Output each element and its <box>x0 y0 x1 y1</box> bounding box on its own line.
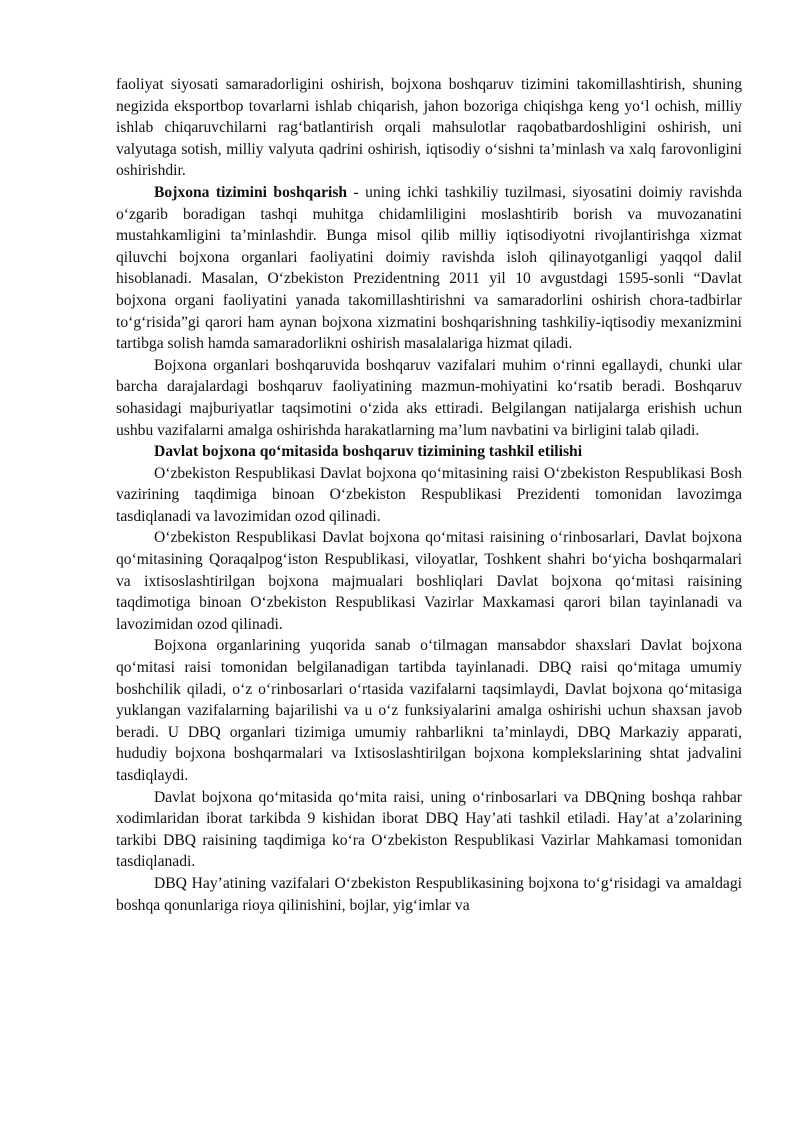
paragraph-board-composition: Davlat bojxona qo‘mitasida qo‘mita raisi, uning o‘rinbosarlari va DBQning boshqa rahbar xodimlaridan iborat tarkibda 9 kishidan iborat DBQ Hay’ati tashkil etiladi. Hay’at a’zolarining tarkibi DBQ raisining taqdimiga ko‘ra O‘zbekiston Respublikasi Vazirlar Mahkamasi tomonidan tasdiqlanadi. <box>116 788 742 871</box>
term-customs-management: Bojxona tizimini boshqarish <box>154 183 348 201</box>
document-page <box>116 74 742 916</box>
paragraph-customs-management <box>116 182 742 355</box>
paragraph-customs-management-text: - uning ichki tashkiliy tuzilmasi, siyosatini doimiy ravishda o‘zgarib boradigan tashqi muhitga chidamliligini moslashtirib borish va muvozanatini mustahkamligini ta’minlashdir. Bunga misol qilib milliy iqtisodiyotni rivojlantirishga xizmat qiluvchi bojxona organlari faoliyatini doimiy ravishda isloh qilinayotganligi yaqqol dalil hisoblanadi. Masalan, O‘zbekiston Prezidentning 2011 yil 10 avgustdagi 1595-sonli “Davlat bojxona organi faoliyatini yanada takomillashtirishni va samaradorlini oshirish chora-tadbirlar to‘g‘risida”gi qarori ham aynan bojxona xizmatini boshqarishning tashkiliy-iqtisodiy mexanizmini tartibga solish hamda samaradorlikni oshirish masalalariga hizmat qiladi. <box>116 183 742 353</box>
paragraph-board-tasks: DBQ Hay’atining vazifalari O‘zbekiston Respublikasining bojxona to‘g‘risidagi va amaldagi boshqa qonunlariga rioya qilinishini, bojlar, yig‘imlar va <box>116 874 742 914</box>
paragraph-management-tasks: Bojxona organlari boshqaruvida boshqaruv vazifalari muhim o‘rinni egallaydi, chunki ular barcha darajalardagi boshqaruv faoliyatining mazmun-mohiyatini ko‘rsatib beradi. Boshqaruv sohasidagi majburiyatlar taqsimotini o‘zida aks ettiradi. Belgilangan natijalarga erishish uchun ushbu vazifalarni amalga oshirishda harakatlarning ma’lum navbatini va birligini talab qiladi. <box>116 356 742 439</box>
section-heading: Davlat bojxona qo‘mitasida boshqaruv tizimining tashkil etilishi <box>154 443 583 461</box>
paragraph-deputies-appointment: O‘zbekiston Respublikasi Davlat bojxona qo‘mitasi raisining o‘rinbosarlari, Davlat bojxona qo‘mitasining Qoraqalpog‘iston Respublikasi, viloyatlar, Toshkent shahri bo‘yicha boshqarmalari va ixtisoslashtirilgan bojxona majmualari boshliqlari Davlat bojxona qo‘mitasi raisining taqdimotiga binoan O‘zbekiston Respublikasi Vazirlar Maxkamasi qarori bilan tayinlanadi va lavozimidan ozod qilinadi. <box>116 529 742 633</box>
paragraph-officials-appointment: Bojxona organlarining yuqorida sanab o‘tilmagan mansabdor shaxslari Davlat bojxona qo‘mitasi raisi tomonidan belgilanadigan tartibda tayinlanadi. DBQ raisi qo‘mitaga umumiy boshchilik qiladi, o‘z o‘rinbosarlari o‘rtasida vazifalarni taqsimlaydi, Davlat bojxona qo‘mitasiga yuklangan vazifalarning bajarilishi va u o‘z funksiyalarini amalga oshirishi uchun shaxsan javob beradi. U DBQ organlari tizimiga umumiy rahbarlikni ta’minlaydi, DBQ Markaziy apparati, hududiy bojxona boshqarmalari va Ixtisoslashtirilgan bojxona komplekslarining shtat jadvalini tasdiqlaydi. <box>116 637 742 784</box>
paragraph-intro-continued: faoliyat siyosati samaradorligini oshirish, bojxona boshqaruv tizimini takomillashtirish, shuning negizida eksportbop tovarlarni ishlab chiqarish, jahon bozoriga chiqishga keng yo‘l ochish, milliy ishlab chiqaruvchilarni rag‘batlantirish orqali mahsulotlar raqobatbardoshligini oshirish, uni valyutaga sotish, milliy valyuta qadrini oshirish, iqtisodiy o‘sishni ta’minlash va xalq farovonligini oshirishdir. <box>116 76 742 180</box>
paragraph-chairman-appointment: O‘zbekiston Respublikasi Davlat bojxona qo‘mitasining raisi O‘zbekiston Respublikasi Bosh vazirining taqdimiga binoan O‘zbekiston Respublikasi Prezidenti tomonidan lavozimga tasdiqlanadi va lavozimidan ozod qilinadi. <box>116 464 742 525</box>
